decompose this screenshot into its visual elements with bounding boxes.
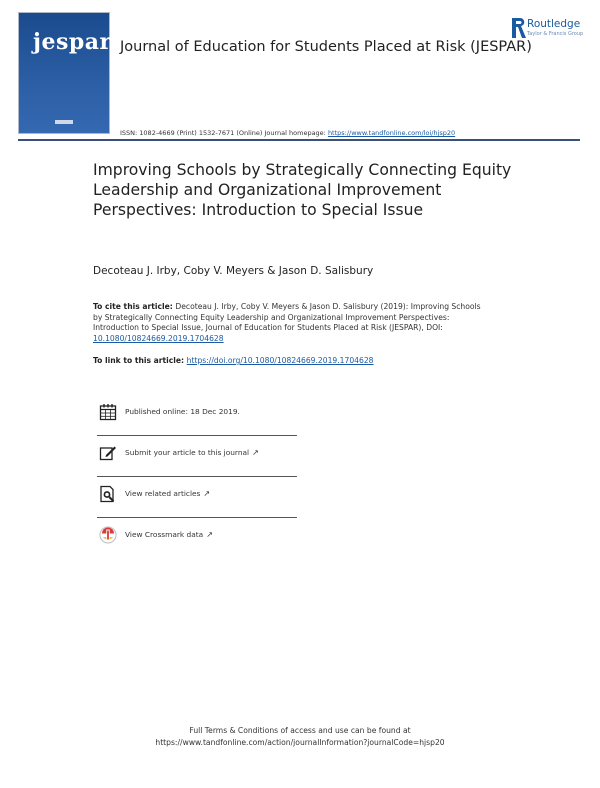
article-authors: Decoteau J. Irby, Coby V. Meyers & Jason D. Salisbury [93,265,374,277]
edit-pencil-icon [99,444,117,462]
crossmark-text: View Crossmark data [125,530,204,539]
publisher-logo [510,16,590,46]
crossmark-link[interactable] [125,530,213,539]
footer [0,725,600,749]
search-document-icon [99,485,117,503]
crossmark-row[interactable] [97,524,297,554]
article-doi-url-link[interactable]: https://doi.org/10.1080/10824669.2019.1704628 [186,356,374,365]
issn-text: ISSN: 1082-4669 (Print) 1532-7671 (Online) Journal homepage: [120,129,328,137]
publisher-tagline: Taylor & Francis Group [527,31,584,37]
external-link-icon: ↗ [206,530,213,539]
cover-logo-text: jespar [33,29,112,55]
citation-doi-link[interactable]: 10.1080/10824669.2019.1704628 [93,333,224,343]
article-title: Improving Schools by Strategically Connecting Equity Leadership and Organizational Improvement Perspectives: Introduction to Special Issue [93,161,512,219]
submit-article-text: Submit your article to this journal [125,448,250,457]
journal-title: Journal of Education for Students Placed at Risk (JESPAR) [120,39,532,55]
published-online-text: Published online: 18 Dec 2019. [125,407,240,416]
related-articles-link[interactable] [125,489,210,498]
external-link-icon: ↗ [252,448,259,457]
related-articles-text: View related articles [125,489,201,498]
related-articles-row[interactable] [97,483,297,513]
info-divider [97,517,297,518]
calendar-icon [99,403,117,421]
header-divider [18,139,580,141]
submit-article-link[interactable] [125,448,259,457]
link-label: To link to this article: [93,356,187,365]
info-divider [97,476,297,477]
cover-publisher-mark [55,120,73,124]
journal-cover-thumbnail [18,12,110,134]
footer-terms-text: Full Terms & Conditions of access and use can be found at [189,726,411,735]
crossmark-icon [99,526,117,544]
published-online-row [97,401,297,431]
submit-article-row[interactable] [97,442,297,472]
article-link-line [93,356,373,365]
info-divider [97,435,297,436]
citation-text: Decoteau J. Irby, Coby V. Meyers & Jason D. Salisbury (2019): Improving Schools by Strategically Connecting Equity Leadership and Organizational Improvement Perspectives: Introduction to Special Issue, Journal of Education for Students Placed at Risk (JESPAR), DOI: [93,302,481,332]
citation-label: To cite this article: [93,302,176,311]
issn-line [120,129,455,137]
footer-terms-url[interactable]: https://www.tandfonline.com/action/journalInformation?journalCode=hjsp20 [155,738,445,747]
journal-homepage-link[interactable]: https://www.tandfonline.com/loi/hjsp20 [327,129,456,137]
external-link-icon: ↗ [203,489,211,498]
publisher-name: Routledge [527,18,581,30]
citation-block [93,302,488,344]
